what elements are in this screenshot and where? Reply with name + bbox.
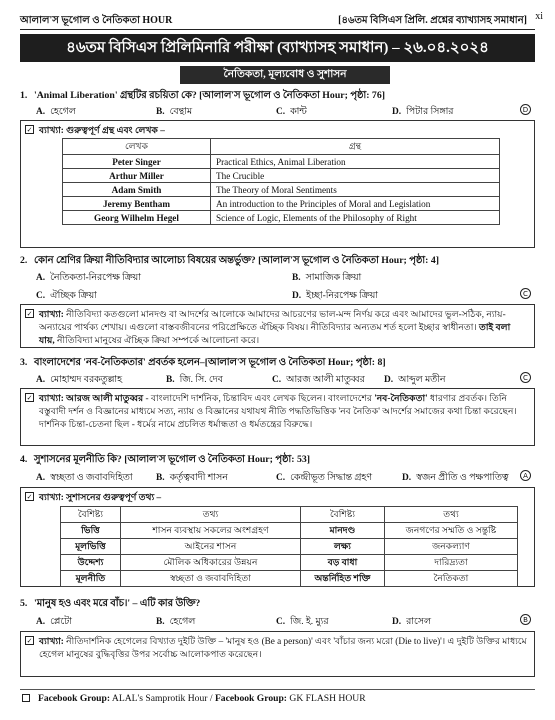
explanation-q3: ✓ ব্যাখ্যা: আরজ আলী মাতুব্বর - বাংলাদেশি দার্শনিক, চিন্তাবিদ এবং লেখক ছিলেন। বাংলাদেশের 'নব-নৈতিকতা' ধারণার প্রবর্তক। তিনি বস্তুবাদী দর্শন ও বিজ্ঞানের মাধ্যমে সত্য, ন্যায় ও বিজ্ঞানের যথাযথ নীতি পদ্ধতিভিত্তিক 'নব নৈতিক' আদর্শের সমাজের কথা চিন্তা করেছেন। দার্শনিক চিন্তা-চেতনা ছিল - ধর্মের নামে প্রচলিত ধর্মান্ধতা ও ধর্মতন্ত্রের বিরুদ্ধে। [20,388,535,446]
option-a[interactable]: A. হেগেল [36,107,76,117]
table-row: Arthur Miller The Crucible [63,169,500,183]
option-d[interactable]: D. পিটার সিঙ্গার [392,107,454,117]
option-d[interactable]: D. রাসেল [392,617,431,627]
question-1 [20,88,535,105]
question-text: সুশাসনের মূলনীতি কি? [আলাল'স ভূগোল ও নৈতিকতা Hour; পৃষ্ঠা: 53] [34,454,311,465]
answer-mark: C [520,288,531,299]
question-text: কোন শ্রেণির ক্রিয়া নীতিবিদ্যার আলোচ্য বিষয়ের অন্তর্ভুক্ত? [আলাল'স ভূগোল ও নৈতিকতা Hour; পৃষ্ঠা: 4] [34,255,440,266]
table-header: গ্রন্থ [211,139,500,155]
header-rule [20,29,535,30]
checkbox-icon: ✓ [26,310,33,318]
options-q5 [36,614,535,628]
option-a[interactable]: A. নৈতিকতা-নিরপেক্ষ ক্রিয়া [36,273,141,283]
question-text: 'মানুষ হও এবং মরে বাঁচ।' – এটি কার উক্তি? [34,598,201,609]
checkbox-icon: ✓ [26,637,33,645]
governance-table: বৈশিষ্ট্য তথ্য বৈশিষ্ট্য তথ্য ভিত্তি শাসন ব্যবস্থায় সকলের অংশগ্রহণ মানদণ্ড জনগণের সম্মতি ও সন্তুষ্টি মূলভিত্তি আইনের শাসন লক্ষ্য জনকল্যাণ উদ্দেশ্য মৌলিক অধিকারের উন্নয়ন বড় বাধা দারিদ্র্যতা মূলনীতি স্বচ্ছতা ও জবাবদিহিতা অন্তর্নিহিত শক্তি নৈতিকতা [60,506,518,587]
question-5: 5. 'মানুষ হও এবং মরে বাঁচ।' – এটি কার উক্তি? [20,598,201,609]
table-row: ভিত্তি শাসন ব্যবস্থায় সকলের অংশগ্রহণ মানদণ্ড জনগণের সম্মতি ও সন্তুষ্টি [61,523,518,539]
option-c[interactable]: C. আরজ আলী মাতুব্বর [272,375,365,385]
question-text: বাংলাদেশের 'নব-নৈতিকতার' প্রবর্তক হলেন–[আলাল'স ভূগোল ও নৈতিকতা Hour; পৃষ্ঠা: 8] [34,357,386,368]
explanation-q5: ✓ ব্যাখ্যা: নীতিদার্শনিক হেগেলের বিখ্যাত দুইটি উক্তি – 'মানুষ হও (Be a person)' এবং 'বাঁচার জন্য মরো (Die to live)'। এ দুইটি উক্তির মাধ্যমে হেগেল মানুষের বুদ্ধিবৃত্তির উপর সর্বোচ্চ আলোকপাত করেছেন। [20,631,535,677]
table-header: লেখক [63,139,211,155]
options-q1 [36,104,535,118]
running-header [12,11,543,27]
bullet-square-icon [22,694,30,702]
option-b[interactable]: B. সামাজিক ক্রিয়া [292,273,362,283]
option-b[interactable]: B. জি. সি. দেব [166,375,223,385]
option-c[interactable]: C. ঐচ্ছিক ক্রিয়া [36,291,97,301]
options-q4 [36,470,535,484]
footer: Facebook Group: ALAL's Samprotik Hour / Facebook Group: GK FLASH HOUR [22,693,366,704]
table-row: Peter Singer Practical Ethics, Animal Liberation [63,155,500,169]
option-b[interactable]: B. হেগেল [156,617,196,627]
page-number: xi [535,11,543,22]
table-row: Adam Smith The Theory of Moral Sentiments [63,183,500,197]
explanation-heading: ব্যাখ্যা: সুশাসনের গুরুত্বপূর্ণ তথ্য – [39,492,162,502]
option-b[interactable]: B. কর্তৃত্ববাদী শাসন [156,473,228,483]
table-row: মূলনীতি স্বচ্ছতা ও জবাবদিহিতা অন্তর্নিহিত শক্তি নৈতিকতা [61,571,518,587]
option-d[interactable]: D. আব্দুল মতীন [384,375,446,385]
options-q2 [36,270,535,284]
checkbox-icon: ✓ [26,394,33,402]
title-banner: ৪৬তম বিসিএস প্রিলিমিনারি পরীক্ষা (ব্যাখ্যাসহ সমাধান) – ২৬.০৪.২০২৪ [20,34,535,62]
option-b[interactable]: B. বেন্থাম [156,107,193,117]
question-number: 1. [20,90,28,101]
authors-table [62,138,500,225]
explanation-q2: ✓ ব্যাখ্যা: নীতিবিদ্যা কতগুলো মানদণ্ড বা আদর্শের আলোকে আমাদের আচরণের ভাল-মন্দ নির্ণয় করে এবং আমাদের ভুল-সঠিক, ন্যায়-অন্যায়ের পার্থক্য শেখায়। এগুলো বাস্তবজীবনের পরিপ্রেক্ষিতে ঐচ্ছিক বিষয়। নীতিবিদ্যার অন্যতম শর্ত হলো ইচ্ছার স্বাধীনতা। তাই বলা যায়, নীতিবিদ্যা মানুষের ঐচ্ছিক ক্রিয়া সম্পর্কে আলোচনা করে। [20,304,535,348]
explanation-heading: ব্যাখ্যা: গুরুত্বপূর্ণ গ্রন্থ এবং লেখক – [39,125,165,135]
option-a[interactable]: A. প্লেটো [36,617,72,627]
option-c[interactable]: C. জি. ই. ম্যুর [276,617,329,627]
table-row: উদ্দেশ্য মৌলিক অধিকারের উন্নয়ন বড় বাধা দারিদ্র্যতা [61,555,518,571]
question-2: 2. কোন শ্রেণির ক্রিয়া নীতিবিদ্যার আলোচ্য বিষয়ের অন্তর্ভুক্ত? [আলাল'স ভূগোল ও নৈতিকতা Hour; পৃষ্ঠা: 4] [20,255,440,266]
table-row: মূলভিত্তি আইনের শাসন লক্ষ্য জনকল্যাণ [61,539,518,555]
question-4: 4. সুশাসনের মূলনীতি কি? [আলাল'স ভূগোল ও নৈতিকতা Hour; পৃষ্ঠা: 53] [20,454,311,465]
answer-mark: A [520,470,531,481]
header-right: [৪৬তম বিসিএস প্রিলি. প্রশ্নের ব্যাখ্যাসহ সমাধান] [338,15,527,26]
answer-mark: D [520,104,531,115]
question-text: 'Animal Liberation' গ্রন্থটির রচয়িতা কে? [আলাল'স ভূগোল ও নৈতিকতা Hour; পৃষ্ঠা: 76] [34,90,385,101]
table-row: Georg Wilhelm Hegel Science of Logic, Elements of the Philosophy of Right [63,211,500,225]
option-a[interactable]: A. স্বচ্ছতা ও জবাবদিহিতা [36,473,133,483]
option-a[interactable]: A. মোহাম্মদ বরকতুল্লাহ [36,375,123,385]
option-d[interactable]: D. স্বজন প্রীতি ও পক্ষপাতিত্ব [402,473,509,483]
option-c[interactable]: C. কান্ট [276,107,307,117]
option-c[interactable]: C. কেন্দ্রীভূত সিদ্ধান্ত গ্রহণ [276,473,373,483]
checkbox-icon: ✓ [26,493,33,501]
question-3: 3. বাংলাদেশের 'নব-নৈতিকতার' প্রবর্তক হলেন–[আলাল'স ভূগোল ও নৈতিকতা Hour; পৃষ্ঠা: 8] [20,357,386,368]
section-banner: নৈতিকতা, মূল্যবোধ ও সুশাসন [180,66,390,84]
table-row: Jeremy Bentham An introduction to the Principles of Moral and Legislation [63,197,500,211]
footer-rule [20,689,535,690]
answer-mark: B [520,614,531,625]
checkbox-icon: ✓ [26,126,33,134]
options-q3 [36,372,535,386]
option-d[interactable]: D. ইচ্ছা-নিরপেক্ষ ক্রিয়া [292,291,378,301]
options-q2-row2 [36,288,535,302]
header-left: আলাল'স ভূগোল ও নৈতিকতা HOUR [20,15,173,26]
answer-mark: C [520,372,531,383]
